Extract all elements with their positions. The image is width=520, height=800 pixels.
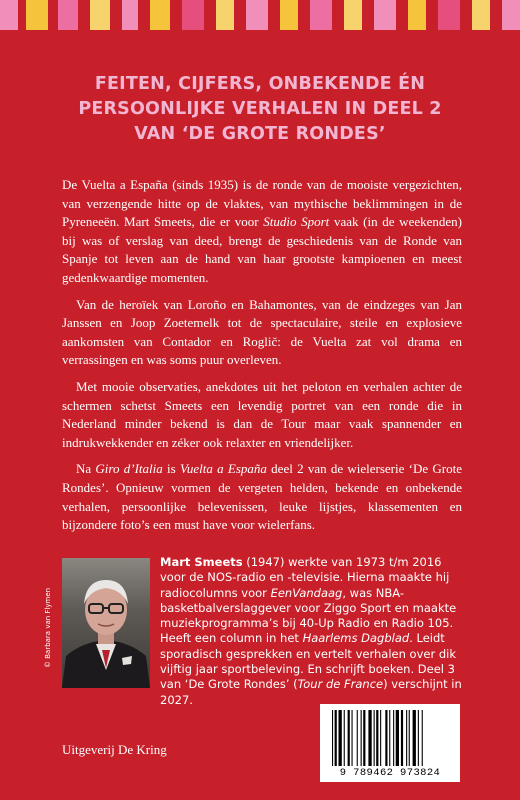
barcode-bar	[363, 710, 365, 766]
blurb-paragraph-1: De Vuelta a España (sinds 1935) is de ronde van de mooiste vergezichten, van verzengende hitte op de vlaktes, van mythische beklimmingen in de Pyreneeën. Mart Smeets, die er voor Studio Sport vaak (in de weekenden) bij was of verslag van deed, brengt de geschiedenis van de Ronde van Spanje tot leven aan de hand van haar grootste kampioenen en meest gedenkwaardige momenten.	[62, 177, 462, 285]
blurb-paragraph-4: Na Giro d’Italia is Vuelta a España deel 2 van de wielerserie ‘De Grote Rondes’. Opnieuw vormen de vergeten helden, bekende en onbekende verhalen, persoonlijke belevenissen, leuke lijstjes, klassementen en bijzondere foto’s een must have voor wielerfans.	[62, 461, 462, 533]
barcode-bar	[339, 710, 342, 766]
barcode-bar	[376, 710, 378, 766]
barcode-bar	[401, 710, 403, 766]
barcode-bar	[357, 710, 358, 766]
publisher-name: Uitgeverij De Kring	[62, 742, 167, 757]
isbn-barcode	[320, 704, 460, 782]
barcode-bar	[352, 710, 353, 766]
barcode-bar	[393, 710, 394, 766]
barcode-bar	[409, 710, 410, 766]
barcode-bar	[361, 710, 362, 766]
barcode-bar	[396, 710, 399, 766]
barcode-bar	[406, 710, 407, 766]
photo-credit: © Barbara van Flymen	[44, 587, 52, 668]
blurb-paragraph-2: Van de heroïek van Loroño en Bahamontes, van de eindzeges van Jan Janssen en Joop Zoetemelk tot de spectaculaire, steile en explosieve aankomsten van Contador en Roglič: de Vuelta zat vol drama en verrassingen en was soms puur overleven.	[62, 296, 462, 368]
author-bio: Mart Smeets (1947) werkte van 1973 t/m 2016 voor de NOS-radio en -televisie. Hierna maakte hij radiocolumns voor EenVandaag, was NBA-basketbalverslaggever voor Ziggo Sport en maakte muziekprogramma’s bij 40-Up Radio en Radio 105. Heeft een column in het Haarlems Dagblad. Leidt sporadisch gesprekken en vertelt verhalen over dik vijftig jaar sportbeleving. En schrijft boeken. Deel 3 van ‘De Grote Rondes’ (Tour de France) verschijnt in 2027.	[160, 555, 462, 707]
barcode-bar	[380, 710, 381, 766]
barcode-bar	[368, 710, 371, 766]
barcode-bar	[348, 710, 350, 766]
headline-line-1: FEITEN, CIJFERS, ONBEKENDE ÉN	[94, 74, 426, 94]
barcode-bar	[385, 710, 387, 766]
author-photo	[62, 558, 150, 688]
barcode-bar	[332, 710, 333, 766]
author-name: Mart Smeets	[160, 555, 243, 569]
back-cover-headline	[60, 72, 460, 147]
barcode-bar	[344, 710, 345, 766]
headline-line-2: PERSOONLIJKE VERHALEN IN DEEL 2	[78, 99, 442, 119]
barcode-bar	[389, 710, 390, 766]
barcode-bar	[413, 710, 416, 766]
blurb-text	[62, 176, 462, 543]
headline-line-3: VAN ‘DE GROTE RONDES’	[134, 124, 386, 144]
color-stripes-band	[0, 0, 520, 30]
isbn-number: 9 789462 973824	[339, 767, 441, 779]
barcode-bar	[335, 710, 337, 766]
blurb-paragraph-3: Met mooie observaties, anekdotes uit het peloton en verhalen achter de schermen schetst Smeets een levendig portret van een ronde die in Nederland minder bekend is dan de Tour maar vaak spannender en indrukwekkender en zéker ook relaxter en vriendelijker.	[62, 378, 462, 450]
barcode-bar	[422, 710, 423, 766]
barcode-bar	[418, 710, 419, 766]
barcode-bar	[374, 710, 375, 766]
